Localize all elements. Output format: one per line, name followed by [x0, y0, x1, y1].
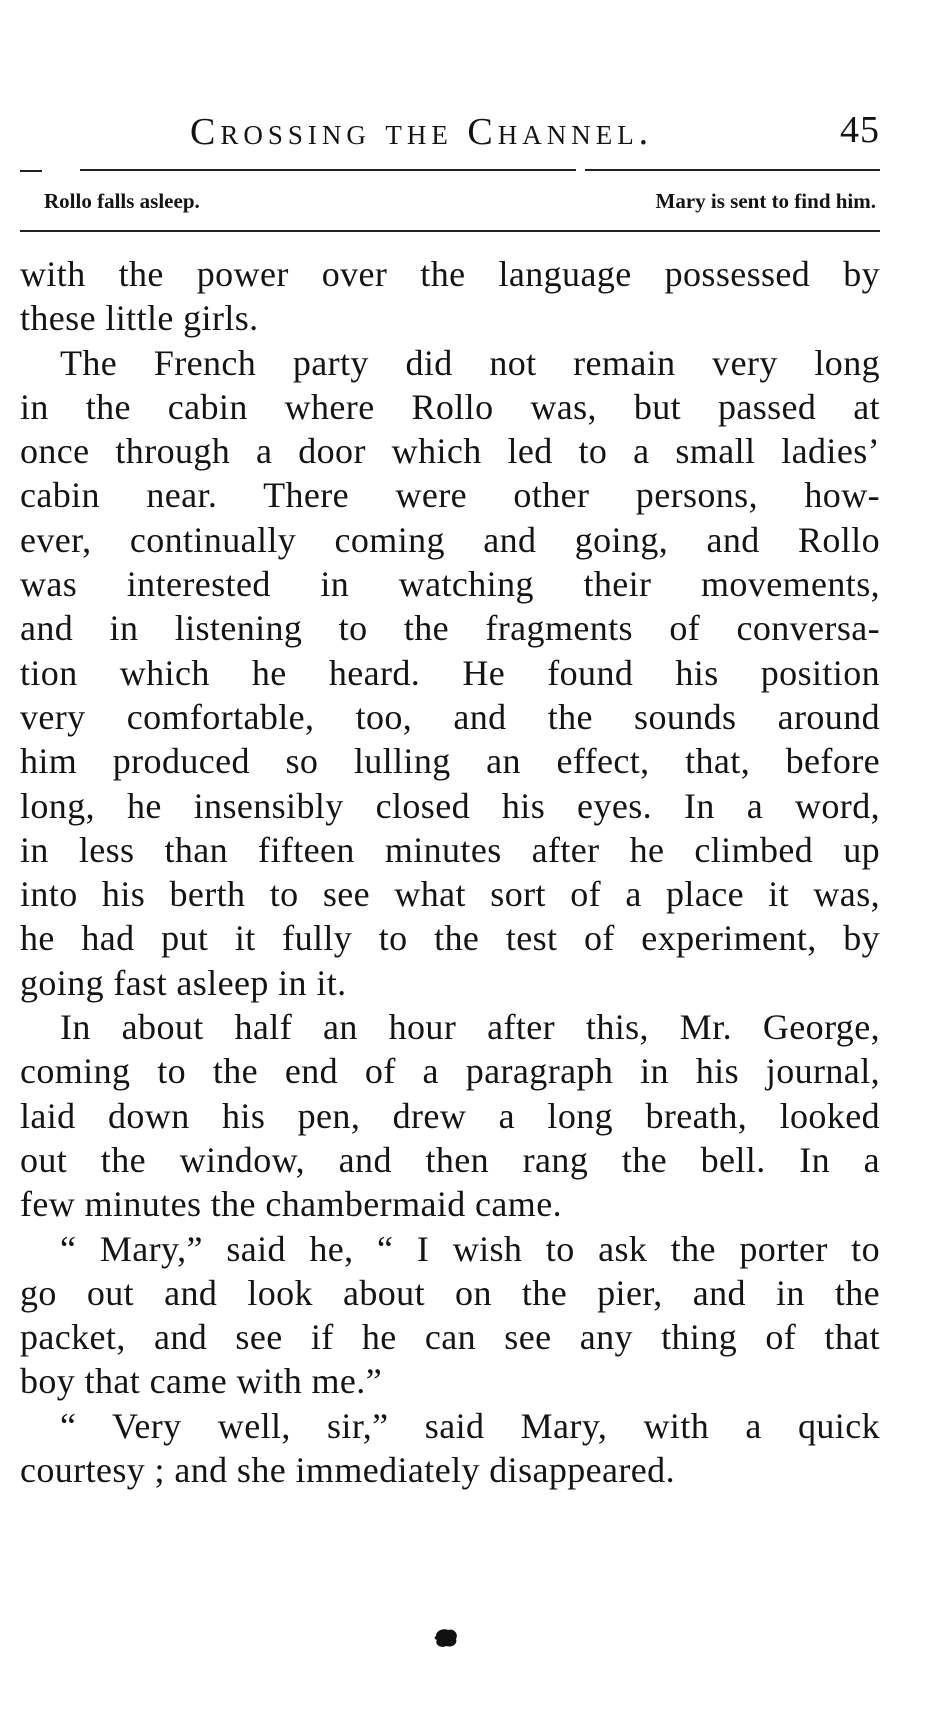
text-line: cabin near. There were other persons, how- — [20, 475, 880, 516]
body-text — [20, 252, 880, 1492]
text-line: courtesy ; and she immediately disappeared. — [20, 1450, 675, 1491]
side-notes — [44, 189, 876, 221]
text-line: “ Very well, sir,” said Mary, with a quick — [60, 1405, 880, 1446]
side-note-right: Mary is sent to find him. — [655, 189, 876, 213]
text-line: him produced so lulling an effect, that, before — [20, 741, 880, 782]
header-rule-short — [20, 170, 42, 172]
header-rule-right — [585, 169, 880, 171]
text-line: boy that came with me.” — [20, 1361, 383, 1402]
text-line: once through a door which led to a small ladies’ — [20, 431, 880, 472]
text-line: coming to the end of a paragraph in his journal, — [20, 1051, 880, 1092]
text-line: The French party did not remain very long — [60, 342, 880, 383]
page-number: 45 — [840, 109, 880, 151]
text-line: in the cabin where Rollo was, but passed at — [20, 386, 880, 427]
text-line: ever, continually coming and going, and Rollo — [20, 519, 880, 560]
header-rule-bottom — [20, 230, 880, 232]
running-head — [20, 104, 880, 154]
header-rule-left — [80, 169, 576, 171]
text-line: few minutes the chambermaid came. — [20, 1184, 562, 1225]
text-line: laid down his pen, drew a long breath, looked — [20, 1095, 880, 1136]
text-line: was interested in watching their movements, — [20, 564, 880, 605]
side-note-left: Rollo falls asleep. — [44, 189, 200, 213]
text-line: going fast asleep in it. — [20, 962, 347, 1003]
text-line: In about half an hour after this, Mr. George, — [60, 1007, 880, 1048]
text-line: packet, and see if he can see any thing of that — [20, 1317, 880, 1358]
text-line: these little girls. — [20, 298, 259, 339]
text-line: and in listening to the fragments of conversa- — [20, 608, 880, 649]
running-title: Crossing the Channel. — [190, 111, 654, 153]
text-line: into his berth to see what sort of a place it was, — [20, 874, 880, 915]
text-line: go out and look about on the pier, and in the — [20, 1272, 880, 1313]
text-line: long, he insensibly closed his eyes. In a word, — [20, 785, 880, 826]
text-line: tion which he heard. He found his position — [20, 652, 880, 693]
text-line: “ Mary,” said he, “ I wish to ask the porter to — [60, 1228, 880, 1269]
text-line: very comfortable, too, and the sounds around — [20, 696, 880, 737]
ink-blot-icon — [432, 1626, 460, 1650]
text-line: he had put it fully to the test of experiment, by — [20, 918, 880, 959]
text-line: with the power over the language possessed by — [20, 254, 880, 294]
text-line: out the window, and then rang the bell. In a — [20, 1139, 880, 1180]
text-line: in less than fifteen minutes after he climbed up — [20, 829, 880, 870]
